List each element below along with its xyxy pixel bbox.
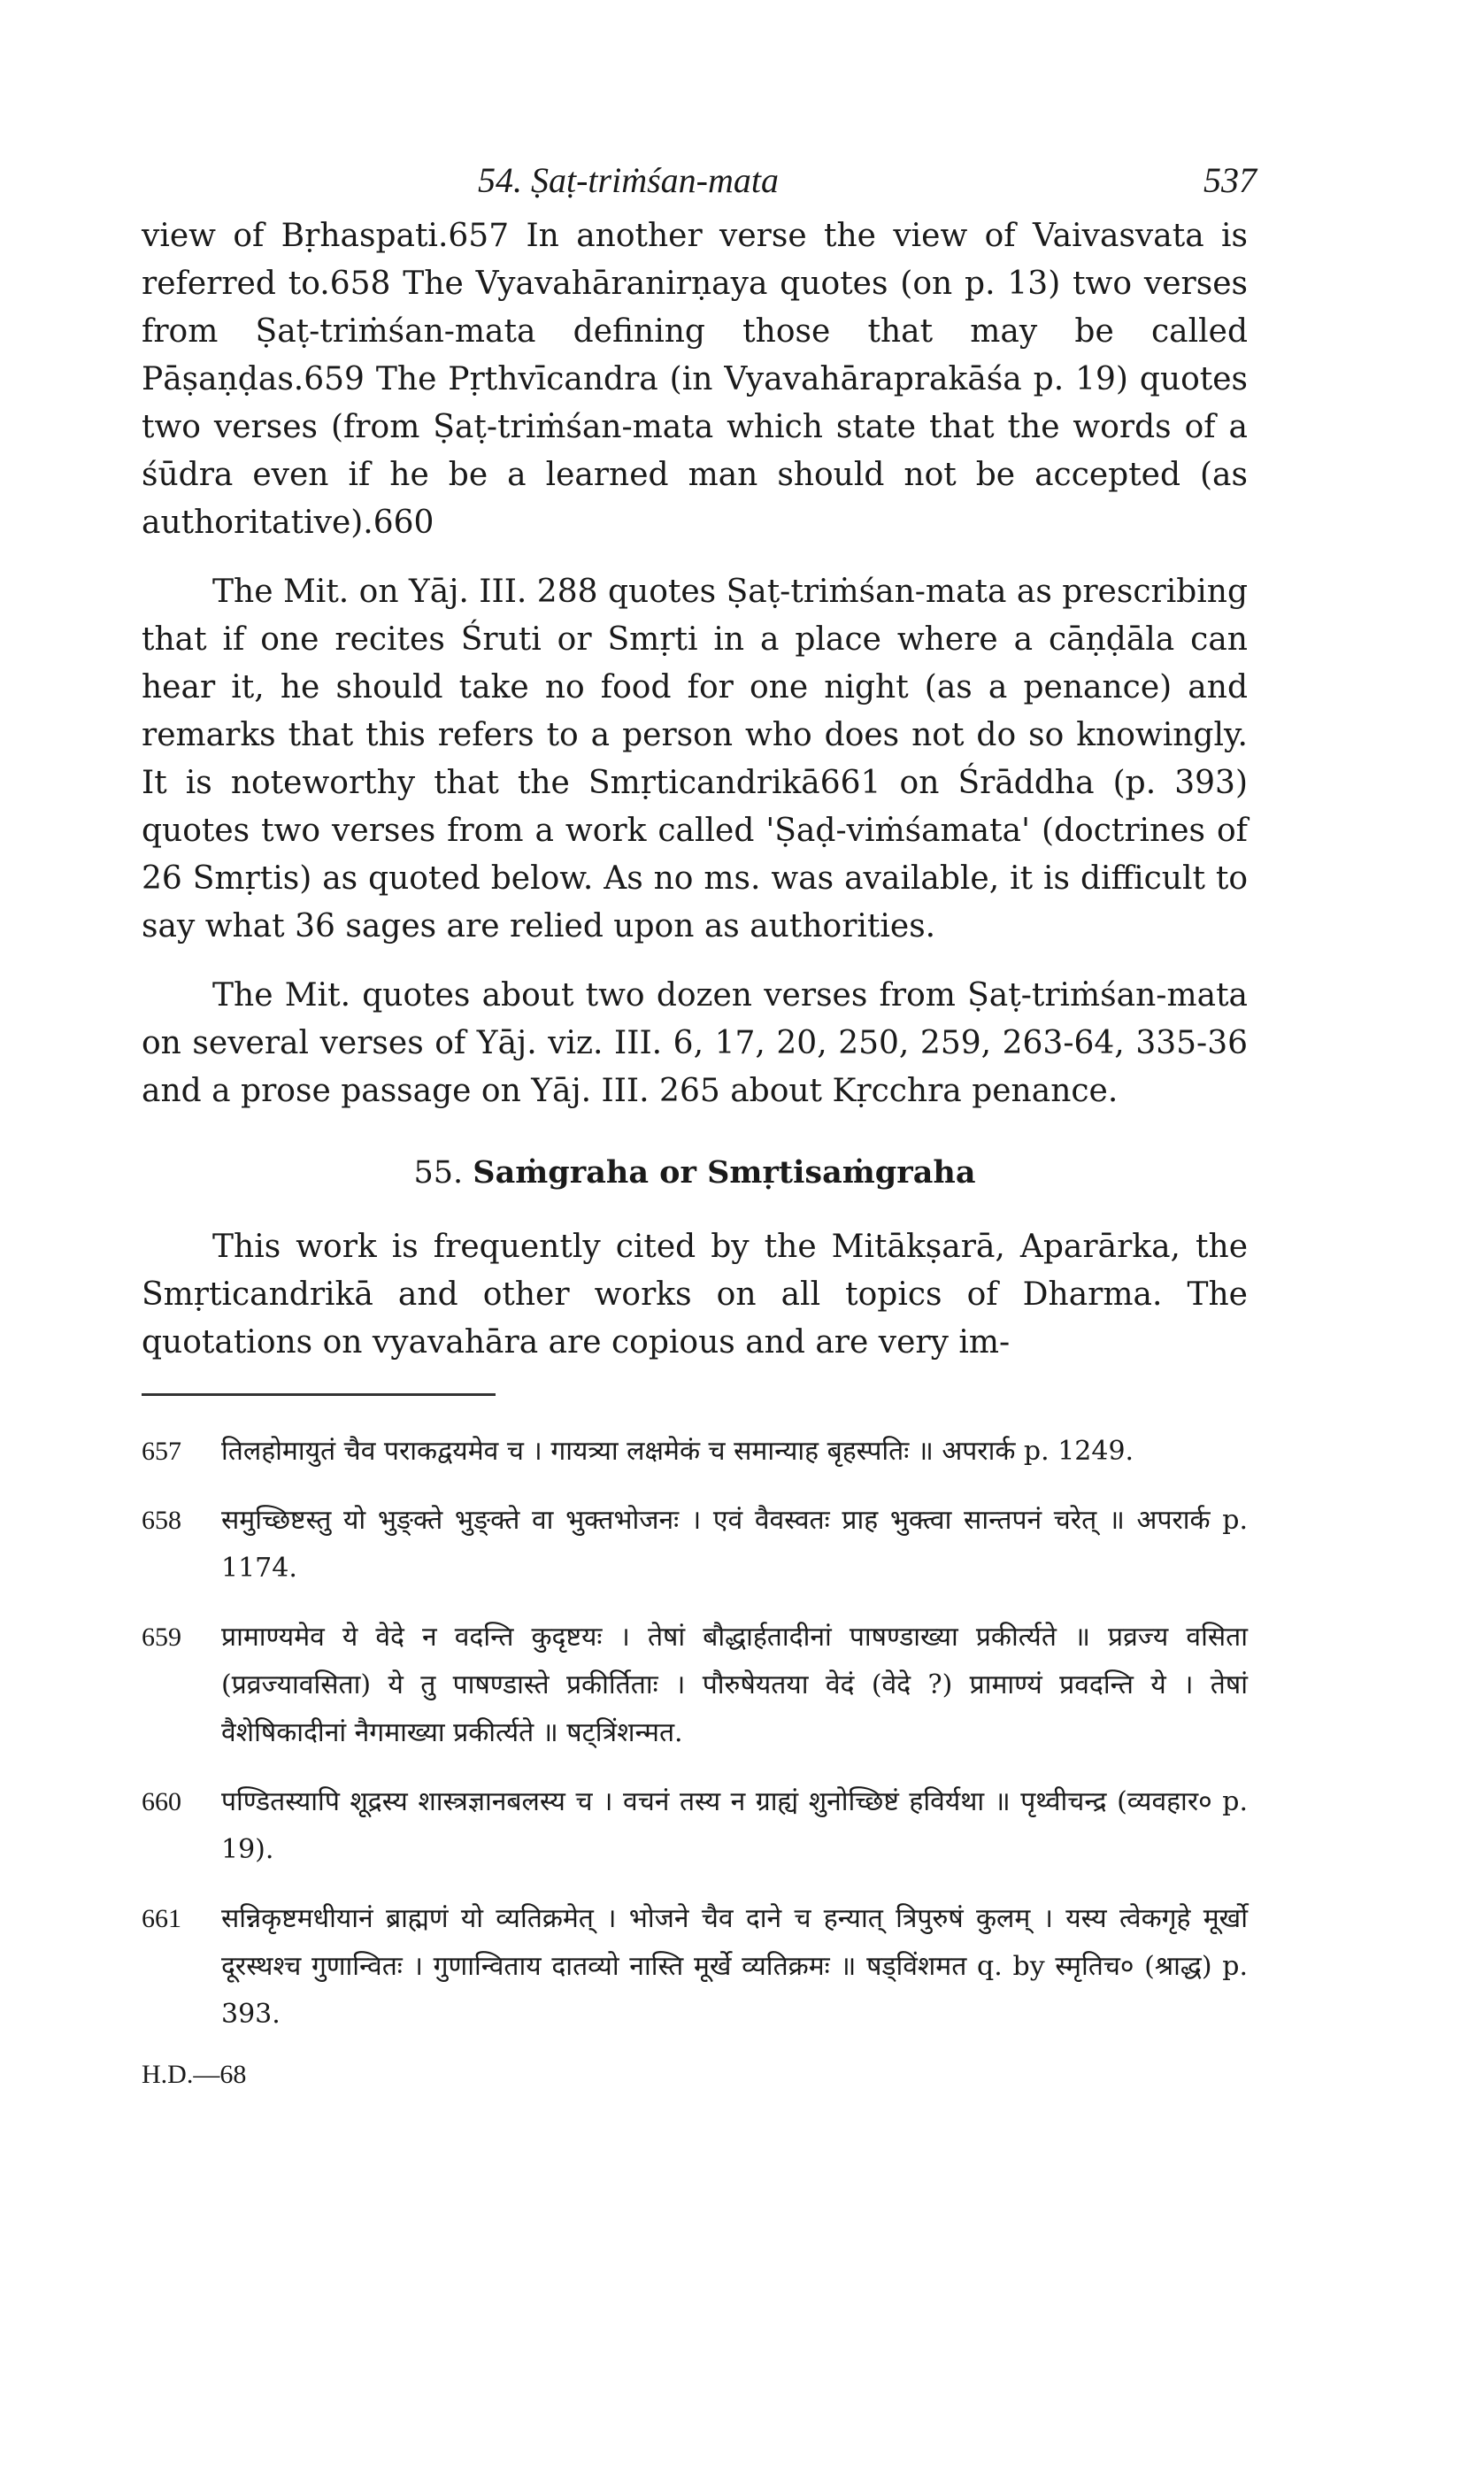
- footnote-number: 660: [142, 1787, 181, 1816]
- footnote-661: [142, 1895, 1248, 2039]
- footnote-rule: [142, 1393, 496, 1396]
- footnote-number: 658: [142, 1506, 181, 1535]
- section-number: 55.: [413, 1155, 464, 1191]
- body-text: [142, 212, 1248, 1367]
- footnote-number: 657: [142, 1437, 181, 1466]
- footnote-text: तिलहोमायुतं चैव पराकद्वयमेव च । गायत्र्या लक्षमेकं च समान्याह बृहस्पतिः ॥ अपरार्क p. 1249.: [221, 1436, 1134, 1467]
- section-heading: [142, 1149, 1248, 1197]
- running-title: 54. Ṣaṭ-triṁśan-mata: [478, 160, 779, 200]
- section-paragraph: This work is frequently cited by the Mitākṣarā, Aparārka, the Smṛticandrikā and other works on all topics of Dharma. The quotations on vyavahāra are copious and are very im-: [142, 1229, 1248, 1361]
- footnote-text: प्रामाण्यमेव ये वेदे न वदन्ति कुदृष्टयः । तेषां बौद्धार्हतादीनां पाषण्डाख्या प्रकीर्त्यते ॥ प्रव्रज्य वसिता (प्रव्रज्यावसिता) ये तु पाषण्डास्ते प्रकीर्तिताः । पौरुषेयतया वेदं (वेदे ?) प्रामाण्यं प्रवदन्ति ये । तेषां वैशेषिकादीनां नैगमाख्या प्रकीर्त्यते ॥ षट्त्रिंशन्मत.: [221, 1622, 1248, 1748]
- footnote-text: समुच्छिष्टस्तु यो भुङ्क्ते भुङ्क्ते वा भुक्तभोजनः । एवं वैवस्वतः प्राह भुक्त्वा सान्तपनं चरेत् ॥ अपरार्क p. 1174.: [221, 1505, 1248, 1584]
- footnote-658: [142, 1497, 1248, 1592]
- footnote-660: [142, 1778, 1248, 1874]
- footnote-657: [142, 1428, 1248, 1476]
- signature-mark: H.D.—68: [142, 2060, 247, 2089]
- paragraph-3: The Mit. quotes about two dozen verses from Ṣaṭ-triṁśan-mata on several verses of Yāj. viz. III. 6, 17, 20, 250, 259, 263-64, 335-36 and a prose passage on Yāj. III. 265 about Kṛcchra penance.: [142, 977, 1248, 1109]
- section-title: Saṁgraha or Smṛtisaṁgraha: [473, 1154, 976, 1191]
- footnotes: [142, 1428, 1248, 2039]
- paragraph-2: The Mit. on Yāj. III. 288 quotes Ṣaṭ-triṁśan-mata as prescribing that if one recites Śruti or Smṛti in a place where a cāṇḍāla can hear it, he should take no food for one night (as a penance) and remarks that this refers to a person who does not do so knowingly. It is noteworthy that the Smṛticandrikā661 on Śrāddha (p. 393) quotes two verses from a work called 'Ṣaḍ-viṁśamata' (doctrines of 26 Smṛtis) as quoted below. As no ms. was available, it is difficult to say what 36 sages are relied upon as authorities.: [142, 574, 1248, 944]
- page-content: [142, 159, 1257, 2090]
- paragraph-1: view of Bṛhaspati.657 In another verse the view of Vaivasvata is referred to.658 The Vyavahāranirṇaya quotes (on p. 13) two verses from Ṣaṭ-triṁśan-mata defining those that may be called Pāṣaṇḍas.659 The Pṛthvīcandra (in Vyavahāraprakāśa p. 19) quotes two verses (from Ṣaṭ-triṁśan-mata which state that the words of a śūdra even if he be a learned man should not be accepted (as authoritative).660: [142, 218, 1248, 541]
- running-head: [142, 159, 1257, 212]
- footnote-text: सन्निकृष्टमधीयानं ब्राह्मणं यो व्यतिक्रमेत् । भोजने चैव दाने च हन्यात् त्रिपुरुषं कुलम् । यस्य त्वेकगृहे मूर्खो दूरस्थश्च गुणान्वितः । गुणान्विताय दातव्यो नास्ति मूर्खे व्यतिक्रमः ॥ षड्विंशमत q. by स्मृतिच० (श्राद्ध) p. 393.: [221, 1903, 1248, 2030]
- page-number: 537: [1203, 160, 1257, 200]
- footnote-number: 659: [142, 1623, 181, 1652]
- footnote-text: पण्डितस्यापि शूद्रस्य शास्त्रज्ञानबलस्य च । वचनं तस्य न ग्राह्यं शुनोच्छिष्टं हविर्यथा ॥ पृथ्वीचन्द्र (व्यवहार० p. 19).: [221, 1786, 1248, 1865]
- footnote-659: [142, 1614, 1248, 1757]
- footnote-number: 661: [142, 1904, 181, 1933]
